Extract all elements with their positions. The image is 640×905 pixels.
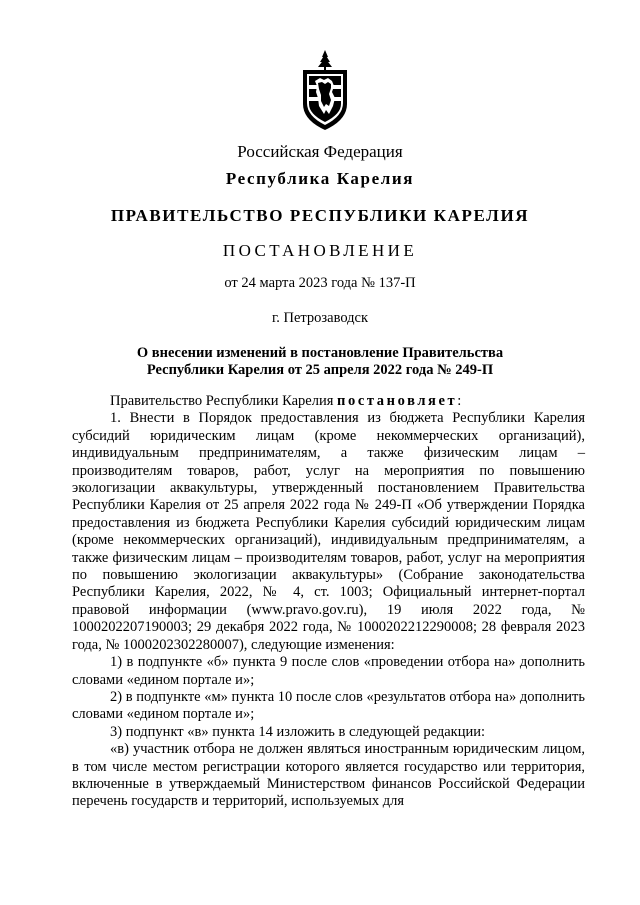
paragraph-3: 2) в подпункте «м» пункта 10 после слов «результатов отбора на» дополнить словами «едином портале и»;	[72, 688, 585, 723]
republic-name: Республика Карелия	[225, 169, 415, 188]
intro-paragraph	[72, 393, 585, 410]
document-type: ПОСТАНОВЛЕНИЕ	[222, 241, 418, 260]
document-title-line-2: Республики Карелия от 25 апреля 2022 года № 249-П	[146, 362, 494, 378]
country-name: Российская Федерация	[237, 142, 403, 161]
karelia-coat-of-arms-icon	[298, 48, 352, 132]
document-date-number: от 24 марта 2023 года № 137-П	[224, 275, 416, 291]
document-city: г. Петрозаводск	[271, 310, 369, 326]
document-title-line-1: О внесении изменений в постановление Правительства	[136, 345, 504, 361]
paragraph-1: 1. Внести в Порядок предоставления из бюджета Республики Карелия субсидий юридическим лицам (кроме некоммерческих организаций), индивидуальным предпринимателям, а также физическим лицам – производителям товаров, работ, услуг на мероприятия по повышению экологизации аквакультуры, утвержденный постановлением Правительства Республики Карелия от 25 апреля 2022 года № 249-П «Об утверждении Порядка предоставления из бюджета Республики Карелия субсидий юридическим лицам (кроме некоммерческих организаций), индивидуальным предпринимателям, а также физическим лицам – производителям товаров, работ, услуг на мероприятия по повышению экологизации аквакультуры» (Собрание законодательства Республики Карелия, 2022, № 4, ст. 1003; Официальный интернет-портал правовой информации (www.pravo.gov.ru), 19 июля 2022 года, № 1000202207190003; 29 декабря 2022 года, № 1000202212290008; 28 февраля 2023 года, № 1000202302280007), следующие изменения:	[72, 410, 585, 653]
intro-prefix: Правительство Республики Карелия	[110, 393, 338, 409]
paragraph-5: «в) участник отбора не должен являться иностранным юридическим лицом, в том числе местом регистрации которого является государство или территория, включенные в утверждаемый Министерством финансов Российской Федерации перечень государств и территорий, используемых для	[72, 741, 585, 810]
intro-keyword: постановляет	[337, 393, 458, 409]
paragraph-4: 3) подпункт «в» пункта 14 изложить в следующей редакции:	[110, 723, 486, 740]
document-body	[72, 393, 585, 811]
paragraph-2: 1) в подпункте «б» пункта 9 после слов «проведении отбора на» дополнить словами «едином портале и»;	[72, 654, 585, 688]
government-name: ПРАВИТЕЛЬСТВО РЕСПУБЛИКИ КАРЕЛИЯ	[110, 206, 530, 225]
intro-suffix: :	[457, 393, 462, 409]
